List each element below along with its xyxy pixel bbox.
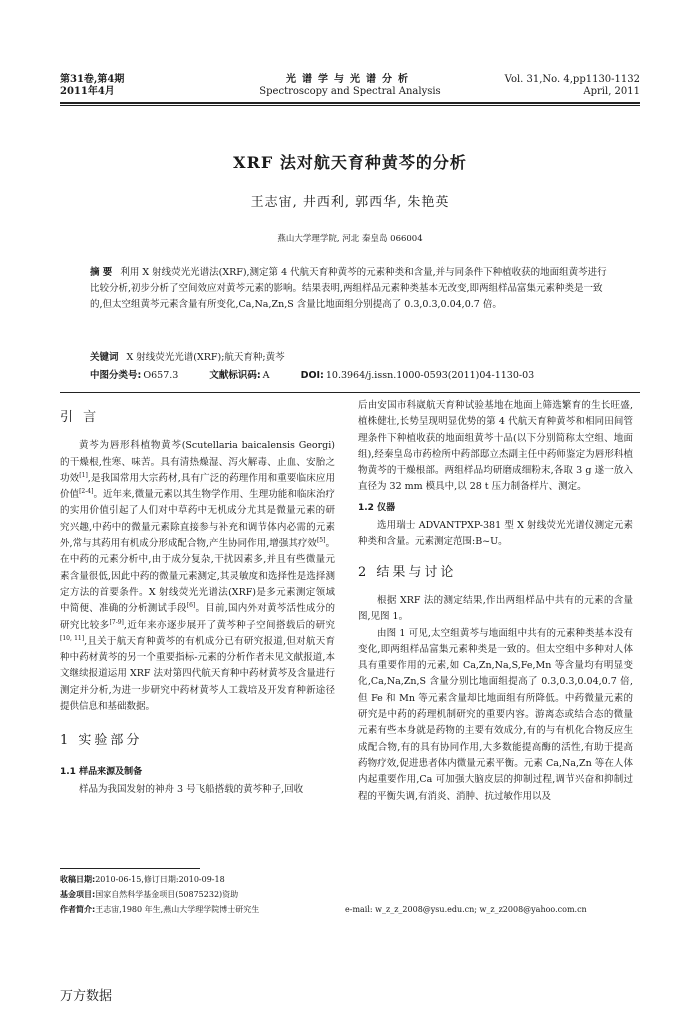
abstract-text: 利用 X 射线荧光光谱法(XRF),测定第 4 代航天育种黄芩的元素种类和含量,并与同条件下种植收获的地面组黄芩进行比较分析,初步分析了空间效应对黄芩元素的影响。结果表明,两组样品元素种类基本无改变,即两组样品富集元素种类是一致的,但太空组黄芩元素含量有所变化,Ca,Na,Zn,S 含量比地面组分别提高了 0.3,0.3,0.04,0.7 倍。 [90, 267, 607, 310]
footnote-fund: 基金项目:国家自然科学基金项目(50875232)资助 [60, 890, 239, 899]
header-rule [60, 102, 640, 104]
section-1-1-text: 样品为我国发射的神舟 3 号飞船搭载的黄芩种子,回收 [79, 783, 304, 795]
clc-label: 中图分类号: [90, 370, 142, 381]
right-column [358, 398, 633, 805]
citation: [7-9] [109, 618, 124, 626]
doc-code-label: 文献标识码: [209, 370, 261, 381]
citation: [6] [186, 602, 196, 610]
keywords-label: 关键词 [90, 352, 119, 363]
author-email: e-mail: w_z_z_2008@ysu.edu.cn; w_z_z2008@yahoo.com.cn [345, 905, 587, 914]
keywords-text: X 射线荧光光谱(XRF);航天育种;黄芩 [126, 352, 285, 363]
section-1-1-continued: 后由安国市科崴航天育种试验基地在地面上筛选繁育的生长旺盛,植株健壮,长势呈现明显优势的第 4 代航天育种黄芩和相同田间管理条件下种植收获的地面组黄芩十品(以下分别简称太空组、地面组),经秦皇岛市药检所中药部邸立杰副主任中药师鉴定为唇形科植物黄芩的干燥根部。两组样品均研磨成细粉末,各取 3 g 遂一放入直径为 32 mm 模具中,以 28 t 压力制备样片、测定。 [358, 400, 633, 493]
author-list: 王志宙, 井西利, 郭西华, 朱艳英 [250, 195, 450, 210]
intro-paragraph: 黄芩为唇形科植物黄芩(Scutellaria baicalensis Georgi)的干燥根,性寒、味苦。具有清热燥湿、泻火解毒、止血、安胎之功效[1],是我国常用大宗药材,具有广泛的药理作用和重要临床应用价值[2-4]。近年来,微量元素以其生物学作用、生理功能和临床治疗的实用价值引起了人们对中草药中无机成分尤其是微量元素的研究兴趣,中药中的微量元素除直接参与补充和调节体内必需的元素外,常与其药用有机成分形成配合物,产生协同作用,增强其疗效[5]。在中药的元素分析中,由于成分复杂,干扰因素多,并且有些微量元素含量很低,因此中药的微量元素测定,其灵敏度和选择性是选择测定方法的首要条件。X 射线荧光光谱法(XRF)是多元素测定领域中简便、准确的分析测试手段[6]。目前,国内外对黄芩活性成分的研究比较多[7-9],近年来亦逐步展开了黄芩种子空间搭载后的研究[10, 11],且关于航天育种黄芩的有机成分已有研究报道,但对航天育种中药材黄芩的另一个重要指标-元素的分析作者未见文献报道,本文继续报道运用 XRF 法对第四代航天育种中药材黄芩及含量进行测定并分析,为进一步研究中药材黄芩人工栽培及开发育种新途径提供信息和基础数据。 [60, 440, 336, 713]
citation: [5] [316, 536, 326, 544]
intro-heading: 引 言 [60, 410, 100, 425]
abstract-divider [60, 392, 640, 393]
abstract [90, 265, 610, 313]
date-cn: 2011年4月 [60, 86, 115, 97]
journal-issue-en [505, 74, 640, 98]
volume-en: Vol. 31,No. 4,pp1130-1132 [504, 74, 640, 85]
left-column [60, 410, 335, 798]
section-1-2-heading: 1.2 仪器 [358, 502, 396, 513]
footnote-received: 收稿日期:2010-06-15,修订日期:2010-09-18 [60, 875, 225, 884]
section-2-heading: 2 结果与讨论 [358, 564, 457, 580]
clc-value: O657.3 [143, 370, 179, 381]
section-1-heading: 1 实验部分 [60, 733, 143, 749]
section-2-paragraph-2: 由图 1 可见,太空组黄芩与地面组中共有的元素种类基本没有变化,即两组样品富集元素种类是一致的。但太空组中多种对人体具有重要作用的元素,如 Ca,Zn,Na,S,Fe,Mn 等含量均有明显变化,Ca,Na,Zn,S 含量分别比地面组提高了 0.3,0.3,0.04,0.7 倍,但 Fe 和 Mn 等元素含量却比地面组有所降低。中药微量元素的研究是中药的药理机制研究的重要内容。游离态或结合态的微量元素有些本身就是药物的主要有效成分,有的与有机化合物反应生成配合物,有的具有协同作用,大多数能提高酶的活性,有助于提高药物疗效,促进患者体内微量元素平衡。元素 Ca,Na,Zn 等在人体内起重要作用,Ca 可加强大脑皮层的抑制过程,调节兴奋和抑制过程的平衡失调,有消炎、消肿、抗过敏作用以及 [358, 627, 633, 802]
section-1-1-heading: 1.1 样品来源及制备 [60, 766, 143, 777]
classification-line [90, 368, 610, 383]
abstract-label: 摘 要 [90, 267, 113, 278]
journal-issue-cn [60, 74, 124, 98]
keywords [90, 350, 610, 365]
section-2-paragraph-1: 根据 XRF 法的测定结果,作出两组样品中共有的元素的含量图,见图 1。 [358, 594, 633, 623]
header-rule-thin [60, 105, 640, 106]
date-en: April, 2011 [583, 86, 640, 97]
journal-name-cn: 光谱学与光谱分析 [286, 74, 414, 85]
paper-title: XRF 法对航天育种黄芩的分析 [233, 153, 467, 172]
affiliation: 燕山大学理学院, 河北 秦皇岛 066004 [277, 234, 423, 244]
journal-name-en: Spectroscopy and Spectral Analysis [259, 86, 441, 97]
citation: [1] [79, 471, 88, 479]
doc-code-value: A [262, 370, 270, 381]
journal-name [240, 74, 460, 98]
footnote-author: 作者简介:王志宙,1980 年生,燕山大学理学院博士研究生 e-mail: w_z_z_2008@ysu.edu.cn; w_z_z2008@yahoo.com.cn [60, 905, 587, 914]
citation: [2-4] [79, 488, 94, 496]
citation: [10, 11] [60, 634, 85, 642]
section-1-2-text: 选用瑞士 ADVANTPXP-381 型 X 射线荧光光谱仪测定元素种类和含量。元素测定范围:B~U。 [358, 520, 633, 548]
volume-cn: 第31卷,第4期 [60, 74, 125, 85]
footnote-rule [60, 868, 200, 869]
doi-label: DOI: [300, 370, 324, 381]
doi-value: 10.3964/j.issn.1000-0593(2011)04-1130-03 [325, 370, 535, 381]
database-watermark: 万方数据 [60, 989, 113, 1004]
